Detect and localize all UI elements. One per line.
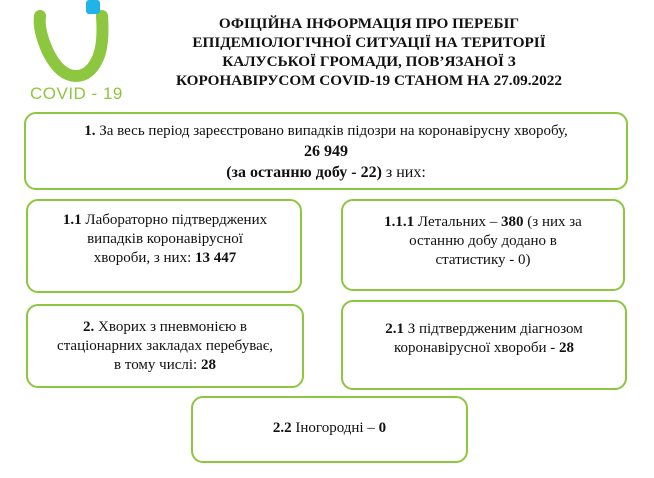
lab-confirmed-label-2: випадків коронавірусної xyxy=(87,231,243,247)
pneumonia-label-2: стаціонарних закладах перебуває, xyxy=(57,338,273,354)
lab-confirmed-box xyxy=(26,199,302,293)
covid-logo xyxy=(26,0,126,104)
nonresident-box xyxy=(191,396,468,463)
confirmed-diagnosis-box xyxy=(341,300,627,390)
deaths-last-day-value: 0) xyxy=(518,252,531,268)
logo-text: COVID - 19 xyxy=(30,84,123,103)
lab-confirmed-label: Лабораторно підтверджених xyxy=(81,212,268,228)
title-line: ЕПІДЕМІОЛОГІЧНОЇ СИТУАЦІЇ НА ТЕРИТОРІЇ xyxy=(192,34,546,51)
lab-confirmed-value: 13 447 xyxy=(195,250,237,266)
total-suspected-label: За весь період зареєстровано випадків підозри на коронавірусну хворобу, xyxy=(95,123,568,139)
confirmed-diagnosis-value: 28 xyxy=(559,340,574,356)
nonresident-value: 0 xyxy=(378,420,387,436)
title-line: КОРОНАВІРУСОМ COVID-19 СТАНОМ НА 27.09.2022 xyxy=(176,72,562,89)
deaths-value: 380 xyxy=(501,214,524,230)
deaths-label-3: останню добу додано в xyxy=(409,233,557,249)
confirmed-diagnosis-label-2: коронавірусної хвороби - xyxy=(394,340,559,356)
title-line: ОФІЦІЙНА ІНФОРМАЦІЯ ПРО ПЕРЕБІГ xyxy=(218,15,520,32)
pneumonia-box xyxy=(26,304,304,388)
item-number: 2.2 xyxy=(272,420,292,436)
total-suspected-value: 26 949 xyxy=(304,143,348,160)
nonresident-label: Іногородні – xyxy=(291,420,379,436)
of-them-label: з них: xyxy=(381,164,426,181)
deaths-box xyxy=(341,199,625,291)
lab-confirmed-label-3: хвороби, з них: xyxy=(93,250,196,266)
item-number: 2.1 xyxy=(385,321,404,337)
page-title xyxy=(128,14,610,90)
item-number: 2. xyxy=(83,319,95,335)
last-day-count: (за останню добу - 22) xyxy=(226,164,382,181)
deaths-label-4: статистику - xyxy=(435,252,519,268)
confirmed-diagnosis-label: З підтвердженим діагнозом xyxy=(403,321,583,337)
item-number: 1.1.1 xyxy=(384,214,415,230)
deaths-label-2: (з них за xyxy=(523,214,582,230)
pneumonia-label: Хворих з пневмонією в xyxy=(94,319,247,335)
total-suspected-box xyxy=(24,112,628,190)
deaths-label: Летальних – xyxy=(414,214,502,230)
pneumonia-value: 28 xyxy=(200,357,216,373)
item-number: 1.1 xyxy=(62,212,82,228)
title-line: КАЛУСЬКОЇ ГРОМАДИ, ПОВ’ЯЗАНОЇ З xyxy=(222,53,516,70)
pneumonia-label-3: в тому числі: xyxy=(114,357,201,373)
virus-v-icon xyxy=(26,0,126,84)
item-number: 1. xyxy=(84,123,96,139)
